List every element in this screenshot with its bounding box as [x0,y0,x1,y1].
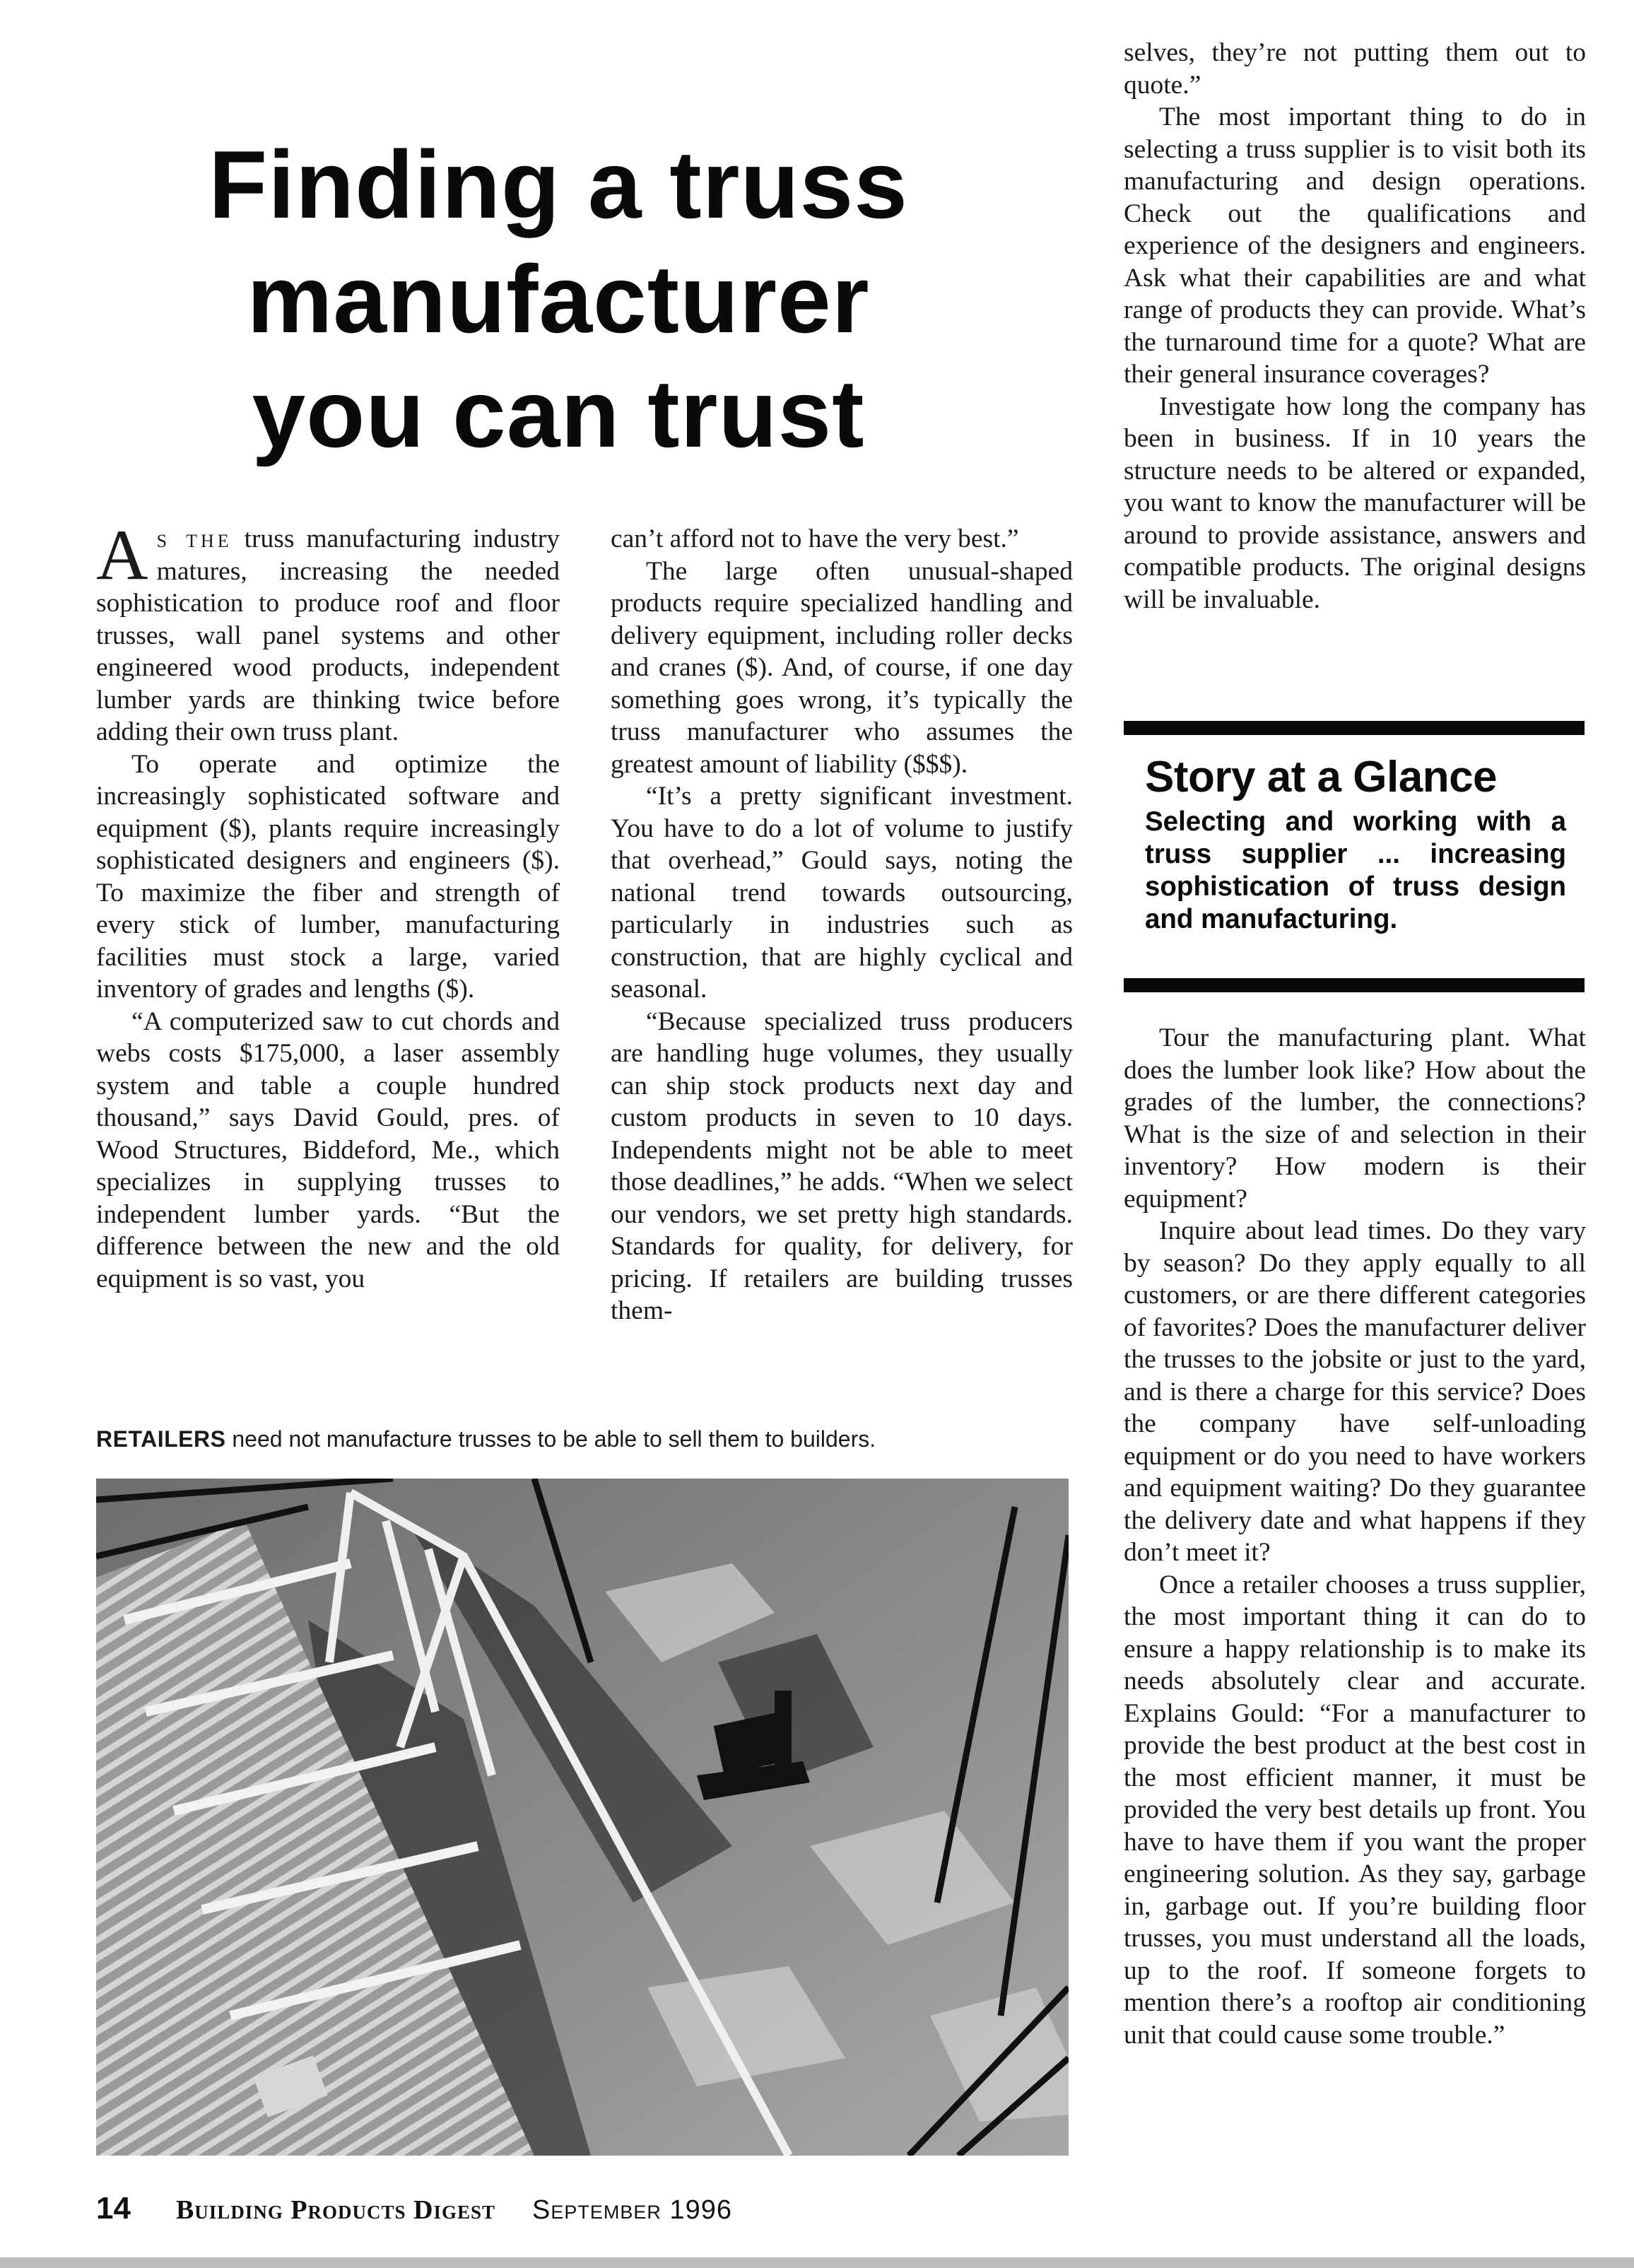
paragraph: The large often unusual-shaped products require specialized handling and delivery equipment, including roller decks and cranes ($). And, of course, if one day something goes wrong, it’s typically the truss manufacturer who assumes the greatest amount of liability ($$$). [611,556,1073,779]
paragraph: “It’s a pretty significant investment. You have to do a lot of volume to justify that overhead,” Gould says, noting the national trend towards outsourcing, particularly in industries such as construction, that are highly cyclical and seasonal. [611,782,1073,1004]
paragraph: Tour the manufacturing plant. What does the lumber look like? How about the grades of the lumber, the connections? What is the size of and selection in their inventory? How modern is their equipment? [1124,1023,1586,1214]
sidebar-text: Selecting and working with a truss supplier ... increasing sophistication of truss design and manufacturing. [1145,806,1566,934]
paragraph-continued: selves, they’re not putting them out to quote.” [1124,38,1586,100]
article-column-1 [96,515,560,1295]
paragraph: Once a retailer chooses a truss supplier, the most important thing it can do to ensure a happy relationship is to make its needs absolutely clear and accurate. Explains Gould: “For a manufacturer to provide the best product at the best cost in the most efficient manner, it must be provided the very best details up front. You have to have them if you want the proper engineering solution. As they say, garbage in, garbage out. If you’re building floor trusses, you must understand all the loads, up to the roof. If someone forgets to mention there’s a rooftop air conditioning unit that could cause some trouble.” [1124,1570,1586,2050]
photo-caption [96,1426,1086,1452]
headline [99,127,1018,471]
paragraph: Inquire about lead times. Do they vary by season? Do they apply equally to all customers, or are there different categories of favorites? Does the manufacturer deliver the trusses to the jobsite or just to the yard, and is there a charge for this service? Does the company have self-unloading equipment or do you need to have workers and equipment waiting? Do they guarantee the delivery date and what happens if they don’t meet it? [1124,1216,1586,1567]
lead-caps: s the [156,524,233,553]
scan-bottom-edge [0,2257,1634,2268]
paragraph: “A computerized saw to cut chords and webs costs $175,000, a laser assembly system and table a couple hundred thousand,” says David Gould, pres. of Wood Structures, Biddeford, Me., which specializes in supplying trusses to independent lumber yards. “But the difference between the new and the old equipment is so vast, you [96,1006,560,1293]
issue-date: September 1996 [532,2195,733,2225]
sidebar-top-rule [1124,721,1585,735]
article-column-3-top [1124,37,1586,616]
publication-name: Building Products Digest [175,2195,496,2225]
drop-cap: A [96,515,148,595]
caption-text: need not manufacture trusses to be able to sell them to builders. [225,1426,876,1452]
headline-line-2: manufacturer [247,245,870,353]
paragraph-intro-text: truss manufacturing industry matures, increasing the needed sophistication to produce roof and floor trusses, wall panel systems and other engineered wood products, independent lumber yards are thinking twice before adding their own truss plant. [96,524,560,746]
truss-yard-illustration [96,1479,1069,2156]
page-footer [96,2191,732,2233]
paragraph: To operate and optimize the increasingly sophisticated software and equipment ($), plants require increasingly sophisticated designers and engineers ($). To maximize the fiber and strength of every stick of lumber, manufacturing facilities must stock a large, varied inventory of grades and lengths ($). [96,749,560,1004]
paragraph: The most important thing to do in selecting a truss supplier is to visit both its manufacturing and design operations. Check out the qualifications and experience of the designers and engineers. Ask what their capabilities are and what range of products they can provide. What’s the turnaround time for a quote? What are their general insurance coverages? [1124,102,1586,389]
article-column-2 [611,523,1073,1327]
story-at-a-glance-box [1145,749,1566,936]
page-number: 14 [96,2191,131,2226]
sidebar-bottom-rule [1124,978,1585,992]
headline-line-1: Finding a truss [208,131,908,238]
paragraph: “Because specialized truss producers are handling huge volumes, they usually can ship stock products next day and custom products in seven to 10 days. Independents might not be able to meet those deadlines,” he adds. “When we select our vendors, we set pretty high standards. Standards for quality, for delivery, for pricing. If retailers are building trusses them- [611,1006,1073,1325]
paragraph: Investigate how long the company has been in business. If in 10 years the structure needs to be altered or expanded, you want to know the manufacturer will be around to provide assistance, answers and compatible products. The original designs will be invaluable. [1124,392,1586,614]
headline-line-3: you can trust [252,360,865,467]
truss-yard-photo [96,1479,1069,2156]
paragraph-intro [96,515,560,748]
sidebar-title: Story at a Glance [1145,753,1498,801]
paragraph-continued: can’t afford not to have the very best.” [611,524,1019,553]
caption-lead: RETAILERS [96,1426,226,1452]
article-column-3-bottom [1124,1022,1586,2051]
